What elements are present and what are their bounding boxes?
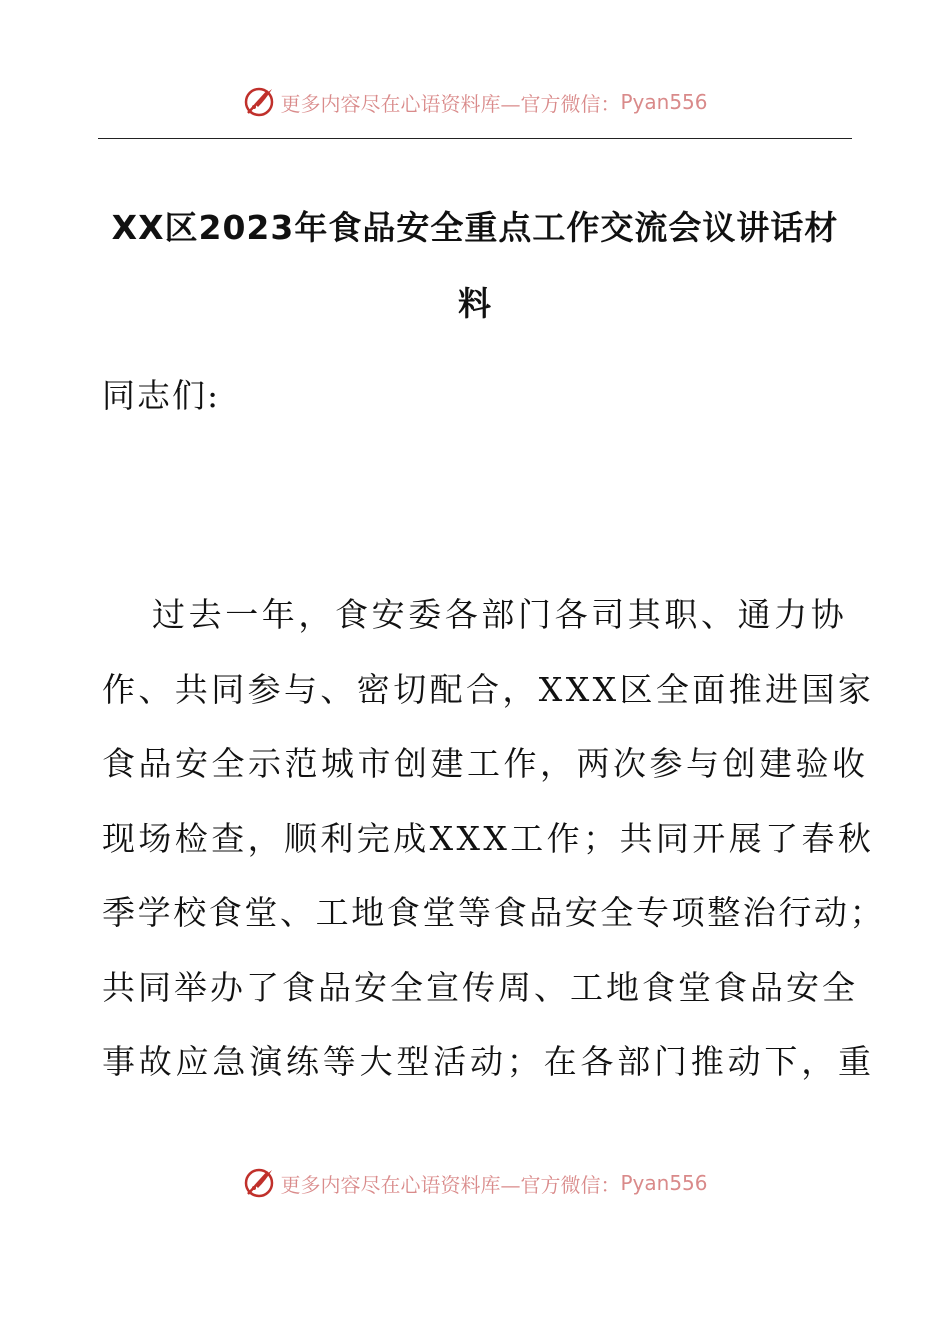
quill-logo-icon: [242, 85, 276, 119]
header-banner-text: 更多内容尽在心语资料库—官方微信：: [280, 91, 621, 116]
paragraph-line: 事故应急演练等大型活动；在各部门推动下，重: [102, 1042, 875, 1081]
paragraph-line: 作、共同参与、密切配合，XXX区全面推进国家: [102, 669, 875, 709]
paragraph-line: 季学校食堂、工地食堂等食品安全专项整治行动；: [102, 893, 886, 932]
header-divider: [98, 138, 852, 139]
paragraph-line: 共同举办了食品安全宣传周、工地食堂食品安全: [102, 967, 858, 1007]
footer-wechat-id: Pyan556: [620, 1171, 708, 1195]
quill-logo-icon: [242, 1166, 276, 1200]
header-banner: [0, 82, 950, 122]
footer-banner-text: 更多内容尽在心语资料库—官方微信：: [280, 1172, 621, 1197]
title-line-2: 料: [458, 284, 492, 323]
paragraph-line: 过去一年，食安委各部门各司其职、通力协: [152, 595, 848, 634]
paragraph-line: 现场检查，顺利完成XXX工作；共同开展了春秋: [102, 818, 875, 858]
paragraph-line: 食品安全示范城市创建工作，两次参与创建验收: [102, 744, 869, 783]
title-line-1: XX区2023年食品安全重点工作交流会议讲话材: [111, 208, 839, 247]
header-wechat-id: Pyan556: [620, 90, 708, 114]
body-paragraph: [102, 578, 886, 1100]
greeting: 同志们:: [102, 376, 221, 415]
footer-banner: [0, 1163, 950, 1203]
document-title: [98, 190, 852, 342]
